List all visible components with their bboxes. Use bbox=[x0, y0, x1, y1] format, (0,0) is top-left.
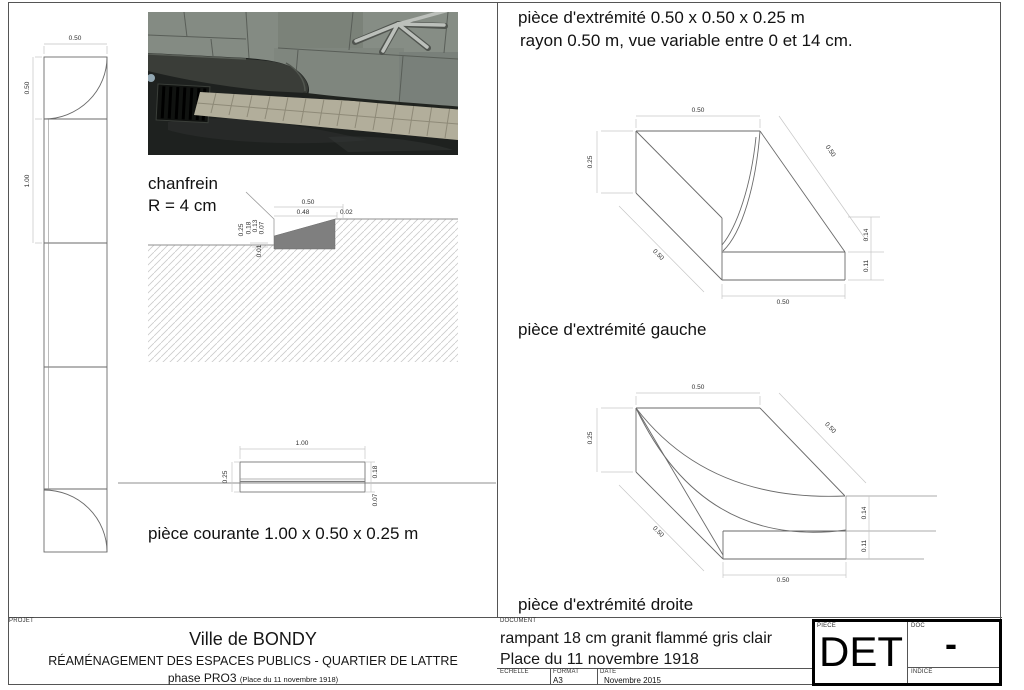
plan-dim-end: 0.50 bbox=[24, 81, 31, 95]
chanfrein-dim-048: 0.48 bbox=[296, 209, 310, 216]
document-label: DOCUMENT bbox=[500, 618, 537, 624]
piece-value: DET bbox=[819, 628, 903, 675]
chanfrein-dim-013: 0.13 bbox=[252, 219, 259, 233]
iso-droite-dim-diag-left: 0.50 bbox=[651, 524, 666, 539]
projet-label: PROJET bbox=[9, 618, 34, 624]
date-label: DATE bbox=[600, 669, 617, 675]
format-value: A3 bbox=[553, 676, 563, 685]
date-value: Novembre 2015 bbox=[604, 676, 661, 685]
courante-dim-height: 0.25 bbox=[222, 470, 229, 484]
iso-gauche-dim-diag-right: 0.50 bbox=[823, 143, 837, 159]
iso-droite-dim-diag-right: 0.50 bbox=[823, 420, 837, 435]
chanfrein-dim-050: 0.50 bbox=[301, 199, 315, 206]
title-block-piece-box bbox=[812, 619, 1002, 686]
title-block-subrow-line bbox=[497, 668, 812, 669]
document-line1: rampant 18 cm granit flammé gris clair bbox=[500, 630, 773, 647]
plan-strip-dims bbox=[24, 35, 107, 243]
iso-gauche-dim-top: 0.50 bbox=[691, 107, 705, 114]
chanfrein-dim-002: 0.02 bbox=[340, 209, 353, 216]
chanfrein-dim-025: 0.25 bbox=[238, 223, 245, 237]
courante-dim-length: 1.00 bbox=[295, 440, 309, 447]
echelle-format-divider bbox=[550, 668, 551, 685]
chanfrein-section bbox=[148, 192, 458, 362]
format-date-divider bbox=[597, 668, 598, 685]
plan-view-strip bbox=[44, 57, 107, 552]
courante-view bbox=[118, 440, 496, 506]
chanfrein-dim-001: 0.01 bbox=[256, 244, 263, 258]
projet-phase bbox=[9, 671, 497, 685]
indice-label: INDICE bbox=[911, 669, 933, 675]
header-line1: pièce d'extrémité 0.50 x 0.50 x 0.25 m bbox=[518, 8, 805, 27]
echelle-label: ECHELLE bbox=[500, 669, 529, 675]
chanfrein-dim-018: 0.18 bbox=[245, 221, 253, 235]
projet-phase-note: (Place du 11 novembre 1918) bbox=[239, 675, 339, 684]
iso-gauche bbox=[587, 107, 884, 306]
courante-dim-below: 0.07 bbox=[372, 493, 379, 507]
doc-value: - bbox=[945, 623, 957, 664]
plan-dim-width: 0.50 bbox=[68, 35, 82, 42]
chanfrein-dim-007: 0.07 bbox=[258, 221, 266, 235]
iso-droite bbox=[587, 384, 937, 584]
iso-gauche-dim-right-upper: 0.14 bbox=[863, 228, 870, 242]
iso-gauche-dim-right-lower: 0.11 bbox=[863, 259, 870, 273]
document-line2: Place du 11 novembre 1918 bbox=[500, 651, 699, 668]
header-line2: rayon 0.50 m, vue variable entre 0 et 14 cm. bbox=[520, 31, 853, 50]
iso-gauche-caption: pièce d'extrémité gauche bbox=[518, 320, 707, 339]
iso-droite-caption: pièce d'extrémité droite bbox=[518, 595, 694, 614]
iso-droite-dim-top: 0.50 bbox=[691, 384, 705, 391]
title-block-projet-cell bbox=[9, 618, 497, 684]
projet-title: Ville de BONDY bbox=[189, 629, 317, 649]
doc-indice-divider bbox=[907, 667, 999, 668]
courante-dim-reveal: 0.18 bbox=[372, 465, 379, 479]
iso-droite-dim-right-lower: 0.11 bbox=[861, 539, 868, 553]
curb-piece-profile bbox=[274, 219, 335, 249]
iso-droite-dim-bottom: 0.50 bbox=[776, 577, 790, 584]
doc-label: DOC bbox=[911, 623, 925, 629]
iso-gauche-dim-left: 0.25 bbox=[587, 155, 594, 169]
piece-doc-divider bbox=[907, 622, 908, 683]
title-block-document-cell bbox=[500, 618, 810, 670]
format-label: FORMAT bbox=[553, 669, 580, 675]
iso-droite-dim-left: 0.25 bbox=[587, 431, 594, 445]
site-photo bbox=[148, 12, 458, 155]
projet-subtitle: RÉAMÉNAGEMENT DES ESPACES PUBLICS - QUARTIER DE LATTRE bbox=[48, 654, 458, 668]
projet-phase-text: phase PRO3 bbox=[167, 671, 237, 685]
piece-label: PIECE bbox=[817, 623, 837, 629]
iso-gauche-dim-diag-left: 0.50 bbox=[651, 247, 666, 262]
courante-caption: pièce courante 1.00 x 0.50 x 0.25 m bbox=[148, 524, 419, 543]
plan-dim-main: 1.00 bbox=[24, 174, 31, 188]
chanfrein-label-line1: chanfrein bbox=[148, 174, 218, 193]
iso-droite-dim-right-upper: 0.14 bbox=[861, 506, 868, 520]
chanfrein-label-line2: R = 4 cm bbox=[148, 196, 217, 215]
iso-gauche-dim-bottom: 0.50 bbox=[776, 299, 790, 306]
